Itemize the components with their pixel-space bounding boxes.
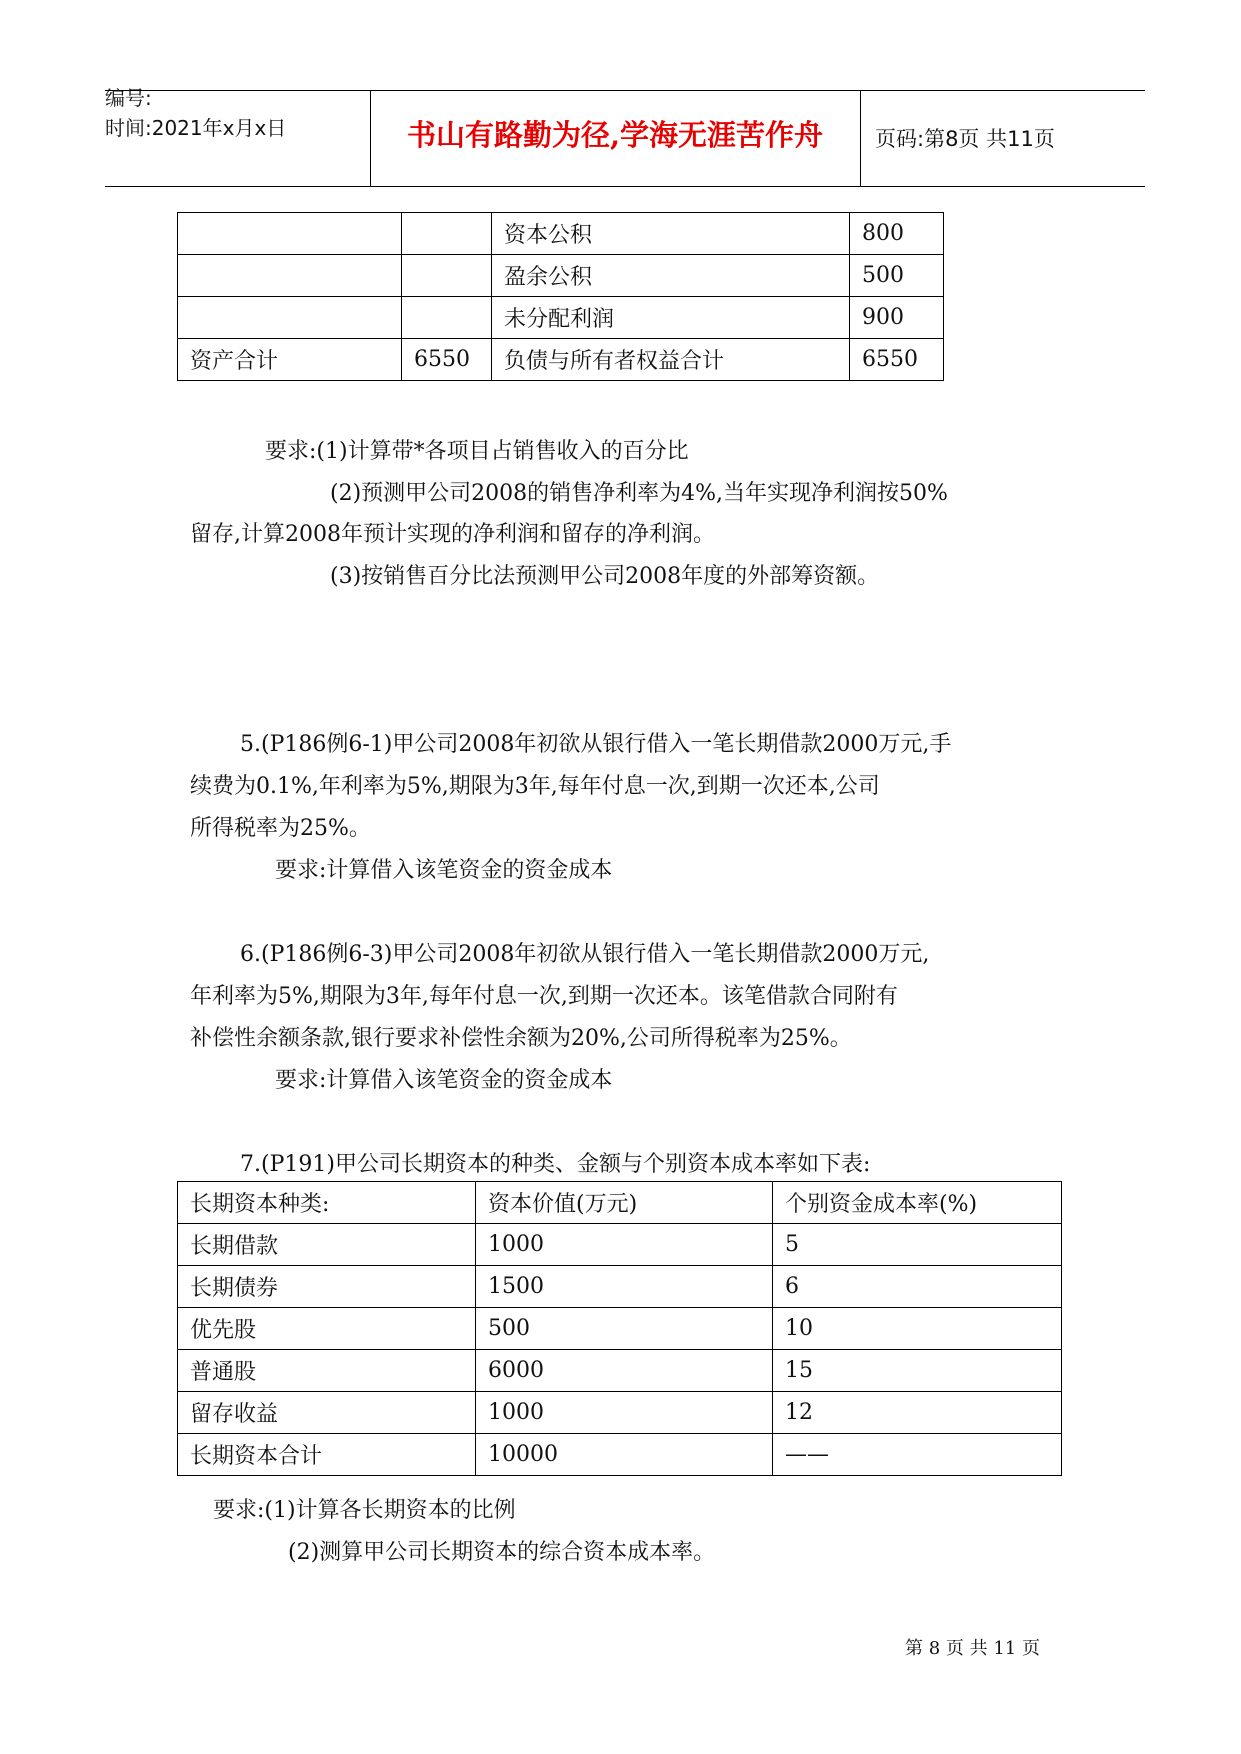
page-header [105,86,1145,187]
table-row [178,1266,1062,1308]
table-cell: 优先股 [178,1308,476,1350]
table-cell: 留存收益 [178,1392,476,1434]
table-row [178,297,944,339]
motto: 书山有路勤为径,学海无涯苦作舟 [406,118,824,152]
table-cell: 6 [773,1266,1062,1308]
table-cell: 资产合计 [178,339,402,381]
table-cell: 10 [773,1308,1062,1350]
table-cell: 1000 [476,1224,773,1266]
q5-req: 要求:计算借入该笔资金的资金成本 [275,858,613,883]
header-cell: 资本价值(万元) [476,1182,773,1224]
q7-req1: 要求:(1)计算各长期资本的比例 [213,1498,516,1523]
table-cell: 12 [773,1392,1062,1434]
table-cell: 800 [850,213,944,255]
table-cell: 长期债券 [178,1266,476,1308]
table-cell: 资本公积 [492,213,850,255]
q5-line2: 续费为0.1%,年利率为5%,期限为3年,每年付息一次,到期一次还本,公司 [190,774,880,799]
table-cell: 5 [773,1224,1062,1266]
table-cell: 负债与所有者权益合计 [492,339,850,381]
table-cell: 500 [476,1308,773,1350]
table-cell [178,297,402,339]
capital-table [177,1181,1062,1476]
table-cell: —— [773,1434,1062,1476]
header-cell: 个别资金成本率(%) [773,1182,1062,1224]
capital-table-header [178,1182,1062,1224]
header-divider [860,91,861,186]
header-left [105,83,286,143]
table-cell [178,255,402,297]
table-cell: 6550 [402,339,492,381]
time-label: 时间:2021年x月x日 [105,116,287,140]
table-row [178,1308,1062,1350]
q6-line3: 补偿性余额条款,银行要求补偿性余额为20%,公司所得税率为25%。 [190,1026,852,1051]
table-cell [402,297,492,339]
q4-req3: (3)按销售百分比法预测甲公司2008年度的外部筹资额。 [330,564,880,589]
q6-req: 要求:计算借入该笔资金的资金成本 [275,1068,613,1093]
table-cell: 未分配利润 [492,297,850,339]
table-row [178,1350,1062,1392]
table-cell: 1500 [476,1266,773,1308]
table-cell [178,213,402,255]
table-cell: 500 [850,255,944,297]
table-row [178,339,944,381]
table-row [178,213,944,255]
table-cell: 长期借款 [178,1224,476,1266]
table-cell: 6000 [476,1350,773,1392]
number-label: 编号: [105,86,152,110]
q7-intro: 7.(P191)甲公司长期资本的种类、金额与个别资本成本率如下表: [240,1152,871,1177]
header-cell: 长期资本种类: [178,1182,476,1224]
q4-req2-line1: (2)预测甲公司2008的销售净利率为4%,当年实现净利润按50% [330,481,948,506]
table-cell [402,213,492,255]
q5-line1: 5.(P186例6-1)甲公司2008年初欲从银行借入一笔长期借款2000万元,手 [240,732,952,757]
q6-line2: 年利率为5%,期限为3年,每年付息一次,到期一次还本。该笔借款合同附有 [190,984,898,1009]
table-cell: 6550 [850,339,944,381]
q5-line3: 所得税率为25%。 [190,816,371,841]
table-row [178,1224,1062,1266]
table-row [178,1392,1062,1434]
q4-req1: 要求:(1)计算带*各项目占销售收入的百分比 [265,439,689,464]
table-row [178,1434,1062,1476]
page-info: 页码:第8页 共11页 [875,127,1055,151]
table-cell: 普通股 [178,1350,476,1392]
table-cell [402,255,492,297]
page-footer: 第 8 页 共 11 页 [905,1638,1040,1659]
table-cell: 10000 [476,1434,773,1476]
q4-req2-line2: 留存,计算2008年预计实现的净利润和留存的净利润。 [190,522,715,547]
balance-table [177,212,944,381]
table-row [178,255,944,297]
table-cell: 1000 [476,1392,773,1434]
table-cell: 900 [850,297,944,339]
q7-req2: (2)测算甲公司长期资本的综合资本成本率。 [288,1540,716,1565]
q6-line1: 6.(P186例6-3)甲公司2008年初欲从银行借入一笔长期借款2000万元, [240,942,930,967]
table-cell: 15 [773,1350,1062,1392]
table-cell: 盈余公积 [492,255,850,297]
table-cell: 长期资本合计 [178,1434,476,1476]
